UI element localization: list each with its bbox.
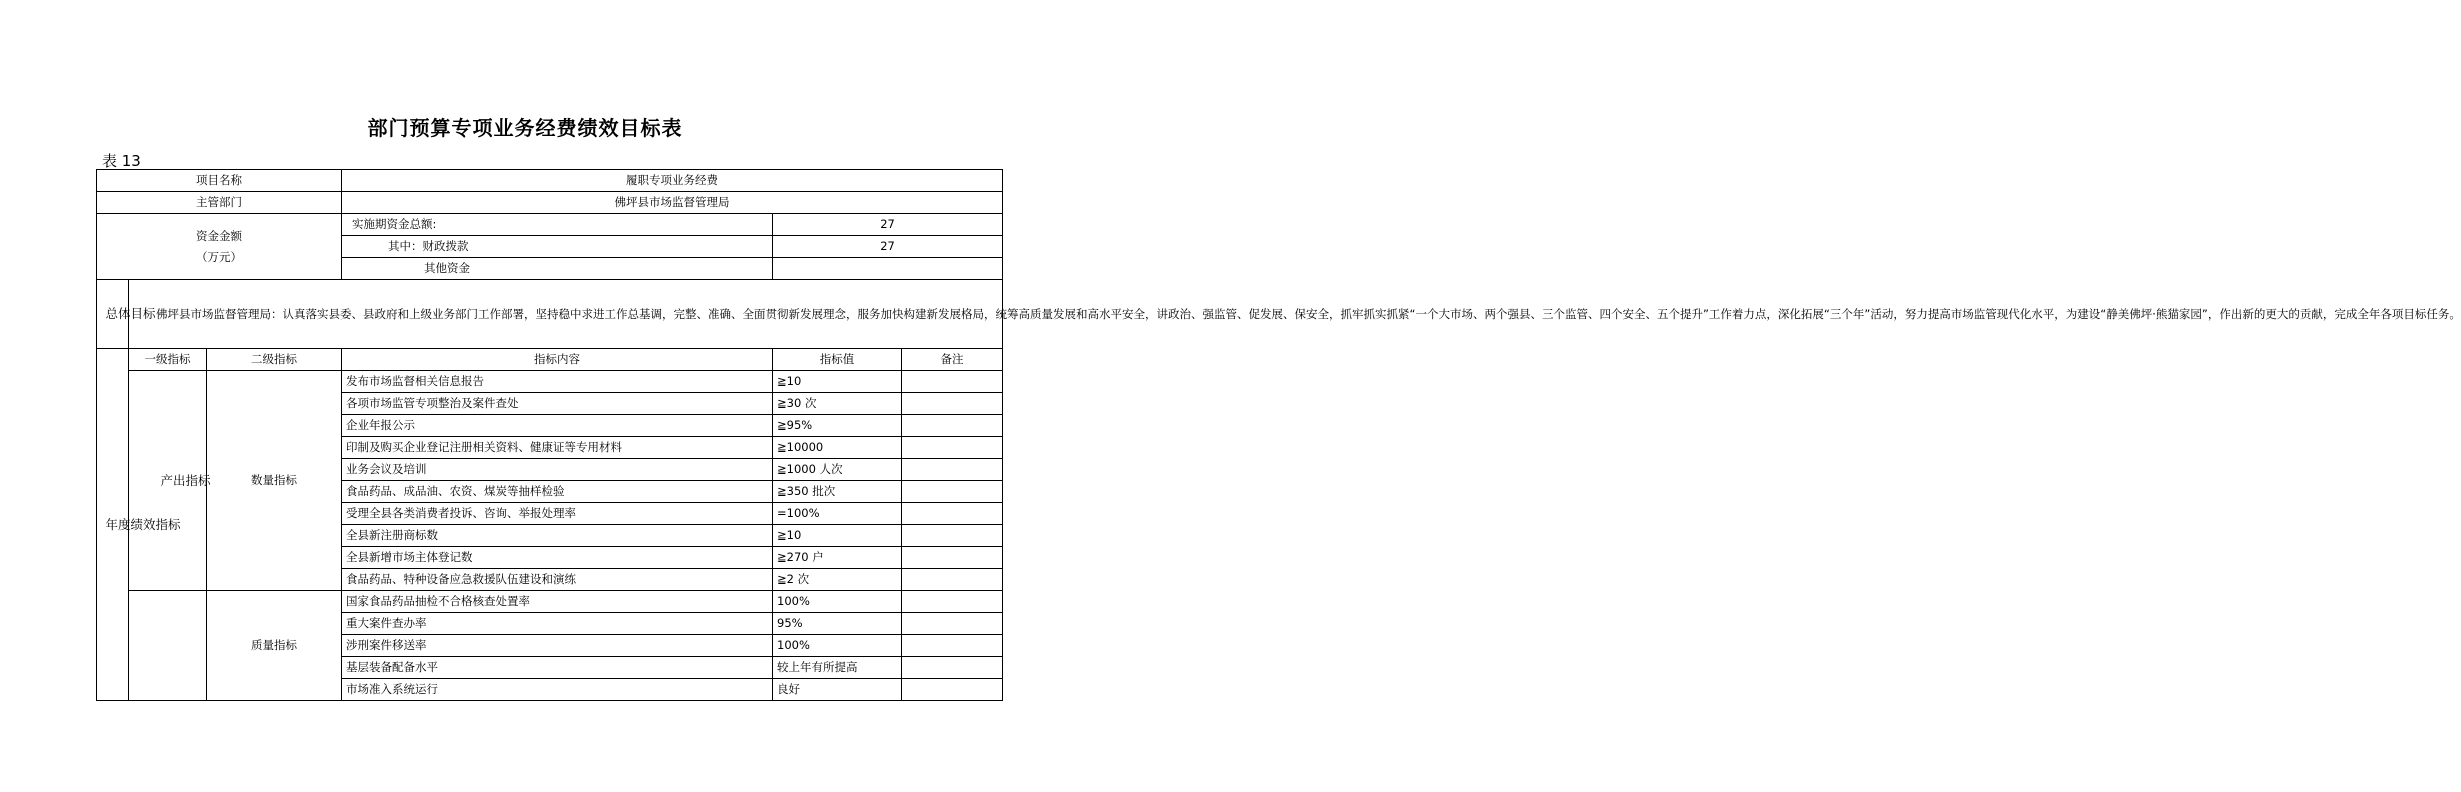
- indicator-content: 市场准入系统运行: [342, 679, 773, 701]
- indicator-content: 发布市场监督相关信息报告: [342, 371, 773, 393]
- indicator-note: [902, 371, 1003, 393]
- indicator-note: [902, 437, 1003, 459]
- indicator-note: [902, 679, 1003, 701]
- funds-fiscal-label: 其中：财政拨款: [342, 236, 773, 258]
- indicator-value: ≧30 次: [773, 393, 902, 415]
- indicator-content: 重大案件查办率: [342, 613, 773, 635]
- quality-indicator-label: 质量指标: [207, 591, 342, 701]
- funds-fiscal-value: 27: [773, 236, 1003, 258]
- project-name-row: [97, 170, 1003, 192]
- header-note: 备注: [902, 349, 1003, 371]
- indicator-note: [902, 591, 1003, 613]
- performance-table: [96, 169, 2461, 701]
- goal-label: 总体目标: [97, 280, 129, 349]
- indicator-value: ≧2 次: [773, 569, 902, 591]
- dept-label: 主管部门: [97, 192, 342, 214]
- indicator-value: ≧270 户: [773, 547, 902, 569]
- indicator-note: [902, 393, 1003, 415]
- table-row: [97, 591, 1003, 613]
- indicator-content: 企业年报公示: [342, 415, 773, 437]
- quality-level1-empty: [129, 591, 207, 701]
- indicator-note: [902, 569, 1003, 591]
- header-level2: 二级指标: [207, 349, 342, 371]
- header-level1: 一级指标: [129, 349, 207, 371]
- funds-other-label: 其他资金: [342, 258, 773, 280]
- indicator-content: 全县新增市场主体登记数: [342, 547, 773, 569]
- table-number: 表 13: [102, 152, 141, 170]
- table-row: [97, 371, 1003, 393]
- dept-row: [97, 192, 1003, 214]
- indicator-value: ≧1000 人次: [773, 459, 902, 481]
- indicator-content: 印制及购买企业登记注册相关资料、健康证等专用材料: [342, 437, 773, 459]
- indicator-note: [902, 547, 1003, 569]
- indicator-note: [902, 657, 1003, 679]
- indicator-note: [902, 481, 1003, 503]
- header-content: 指标内容: [342, 349, 773, 371]
- indicator-value: ≧95%: [773, 415, 902, 437]
- indicator-value: ≧10: [773, 525, 902, 547]
- indicator-value: 较上年有所提高: [773, 657, 902, 679]
- quantity-indicator-label: 数量指标: [207, 371, 342, 591]
- funds-label-line2: （万元）: [196, 249, 242, 264]
- indicator-value: ≧10000: [773, 437, 902, 459]
- indicator-content: 受理全县各类消费者投诉、咨询、举报处理率: [342, 503, 773, 525]
- header-value: 指标值: [773, 349, 902, 371]
- funds-label: [97, 214, 342, 280]
- funds-total-label: 实施期资金总额:: [342, 214, 773, 236]
- indicator-value: 95%: [773, 613, 902, 635]
- indicator-content: 食品药品、特种设备应急救援队伍建设和演练: [342, 569, 773, 591]
- indicator-content: 食品药品、成品油、农资、煤炭等抽样检验: [342, 481, 773, 503]
- indicator-value: 100%: [773, 635, 902, 657]
- indicator-note: [902, 635, 1003, 657]
- indicator-value: 100%: [773, 591, 902, 613]
- indicator-value: ≧350 批次: [773, 481, 902, 503]
- project-name-label: 项目名称: [97, 170, 342, 192]
- indicator-value: =100%: [773, 503, 902, 525]
- indicator-content: 涉刑案件移送率: [342, 635, 773, 657]
- indicator-content: 各项市场监管专项整治及案件查处: [342, 393, 773, 415]
- indicator-note: [902, 415, 1003, 437]
- funds-total-value: 27: [773, 214, 1003, 236]
- output-indicator-label: 产出指标: [129, 371, 207, 591]
- funds-row-total: [97, 214, 1003, 236]
- indicator-content: 业务会议及培训: [342, 459, 773, 481]
- indicator-note: [902, 503, 1003, 525]
- annual-indicators-label: 年度绩效指标: [97, 349, 129, 701]
- goal-text: 佛坪县市场监督管理局：认真落实县委、县政府和上级业务部门工作部署，坚持稳中求进工作总基调，完整、准确、全面贯彻新发展理念，服务加快构建新发展格局，统筹高质量发展和高水平安全，讲政治、强监管、促发展、保安全，抓牢抓实抓紧“一个大市场、两个强县、三个监管、四个安全、五个提升”工作着力点，深化拓展“三个年”活动，努力提高市场监管现代化水平，为建设“静美佛坪·熊猫家园”，作出新的更大的贡献，完成全年各项目标任务。: [129, 280, 1003, 349]
- indicator-content: 国家食品药品抽检不合格核查处置率: [342, 591, 773, 613]
- indicator-note: [902, 613, 1003, 635]
- indicator-content: 基层装备配备水平: [342, 657, 773, 679]
- indicator-header-row: [97, 349, 1003, 371]
- funds-other-value: [773, 258, 1003, 280]
- indicator-note: [902, 459, 1003, 481]
- indicator-value: 良好: [773, 679, 902, 701]
- indicator-value: ≧10: [773, 371, 902, 393]
- indicator-note: [902, 525, 1003, 547]
- indicator-content: 全县新注册商标数: [342, 525, 773, 547]
- funds-label-line1: 资金金额: [196, 228, 242, 243]
- project-name-value: 履职专项业务经费: [342, 170, 1003, 192]
- goal-row: [97, 280, 1003, 349]
- page-title: 部门预算专项业务经费绩效目标表: [367, 116, 683, 140]
- dept-value: 佛坪县市场监督管理局: [342, 192, 1003, 214]
